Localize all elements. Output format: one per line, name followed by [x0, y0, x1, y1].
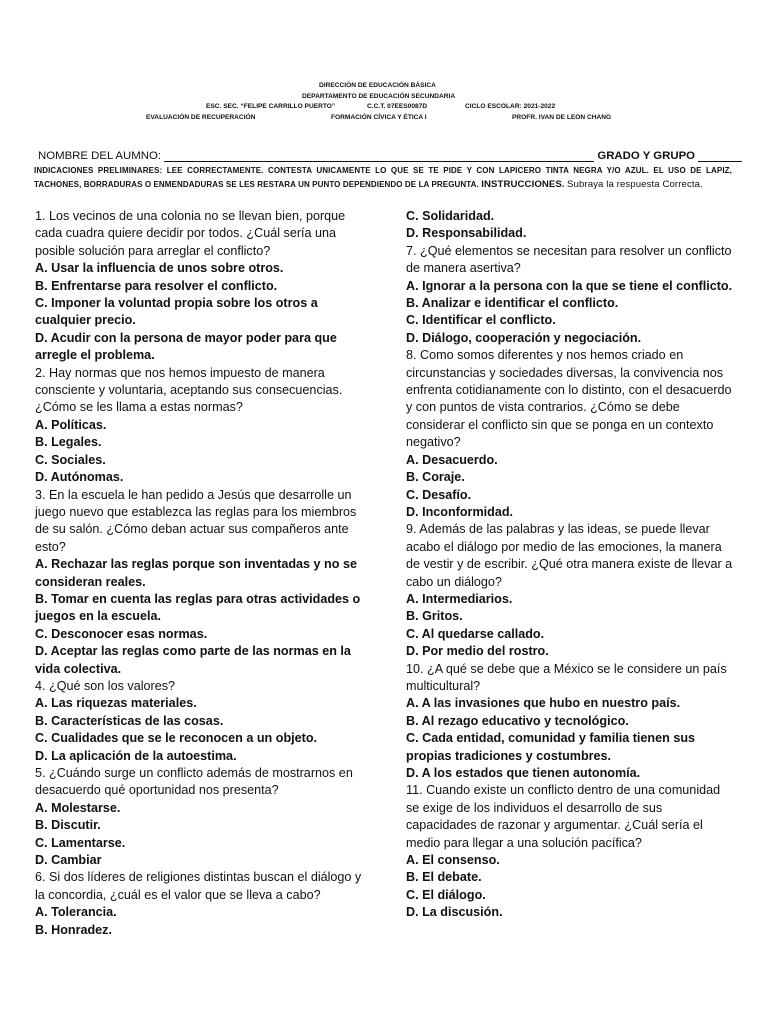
question-text: 7. ¿Qué elementos se necesitan para resolver un conflicto de manera asertiva?: [406, 243, 732, 276]
answer-option[interactable]: C. Desconocer esas normas.: [35, 626, 208, 641]
student-name-label: NOMBRE DEL AUMNO:: [38, 150, 161, 162]
answer-option[interactable]: B. Coraje.: [406, 470, 465, 485]
indications-text: INDICACIONES PRELIMINARES: LEE CORRECTAMENTE. CONTESTA UNICAMENTE LO QUE SE TE PIDE Y CON LAPICERO TINTA NEGRA Y/O AZUL. EL USO DE LAPIZ, TACHONES, BORRADURAS O ENMENDADURAS SE LES RESTARA UN PUNTO DEPENDIENDO DE LA PREGUNTA.: [34, 166, 732, 190]
question-text: 6. Si dos líderes de religiones distintas buscan el diálogo y la concordia, ¿cuál es el valor que se lleva a cabo?: [35, 870, 362, 902]
instructions-label: INSTRUCCIONES.: [481, 179, 565, 191]
question-text: 9. Además de las palabras y las ideas, se puede llevar acabo el diálogo por medio de las emociones, la manera de vestir y de escribir. ¿Qué otra manera existe de llevar a cabo un diálogo?: [406, 522, 733, 589]
header-department: DEPARTAMENTO DE EDUCACIÓN SECUNDARIA: [302, 93, 456, 100]
header-cct: C.C.T. 07EES0087D: [367, 103, 428, 110]
answer-option[interactable]: A. Desacuerdo.: [406, 452, 498, 467]
answer-option[interactable]: C. Sociales.: [35, 452, 106, 467]
header-subject: FORMACIÓN CÍVICA Y ÉTICA I: [331, 114, 427, 121]
answer-option[interactable]: A. Intermediarios.: [406, 591, 513, 606]
question-text: 8. Como somos diferentes y nos hemos criado en circunstancias y sociedades diversas, la convivencia nos enfrenta cotidianamente con lo distinto, con el desacuerdo y con puntos de vista contrarios. ¿Cómo se debe considerar el conflicto sin que se ponga en un contexto negativo?: [406, 348, 732, 450]
answer-option[interactable]: C. Desafío.: [406, 487, 472, 502]
header-teacher: PROFR. IVAN DE LEON CHANG: [512, 114, 612, 121]
answer-option[interactable]: C. Identificar el conflicto.: [406, 313, 556, 328]
question-text: 3. En la escuela le han pedido a Jesús que desarrolle un juego nuevo que establezca las reglas para los miembros de su salón. ¿Cómo deban actuar sus compañeros ante esto?: [35, 487, 357, 554]
answer-option[interactable]: D. Inconformidad.: [406, 504, 514, 519]
answer-option[interactable]: D. A los estados que tienen autonomía.: [406, 766, 641, 780]
question-text: 4. ¿Qué son los valores?: [35, 678, 176, 693]
answer-option[interactable]: D. Responsabilidad.: [406, 226, 527, 241]
answer-option[interactable]: B. Al rezago educativo y tecnológico.: [406, 713, 629, 728]
answer-option[interactable]: B. El debate.: [406, 870, 482, 885]
answer-option[interactable]: B. Analizar e identificar el conflicto.: [406, 296, 619, 311]
question-text: 5. ¿Cuándo surge un conflicto además de mostrarnos en desacuerdo qué oportunidad nos presenta?: [35, 766, 353, 798]
answer-option[interactable]: B. Características de las cosas.: [35, 713, 224, 728]
answer-option[interactable]: D. La aplicación de la autoestima.: [35, 748, 237, 763]
preliminary-indications: [34, 164, 732, 193]
question-text: 10. ¿A qué se debe que a México se le considere un país multicultural?: [406, 661, 727, 693]
answer-option[interactable]: D. Aceptar las reglas como parte de las normas en la vida colectiva.: [35, 644, 351, 676]
answer-option[interactable]: D. Diálogo, cooperación y negociación.: [406, 330, 642, 345]
answer-option[interactable]: D. La discusión.: [406, 905, 503, 920]
question-text: 11. Cuando existe un conflicto dentro de una comunidad se exige de los individuos el desarrollo de sus capacidades de razonar y argumentar. ¿Cuál sería el medio para llegar a una solución pacífica?: [406, 783, 721, 850]
answer-option[interactable]: C. Cada entidad, comunidad y familia tienen sus propias tradiciones y costumbres.: [406, 731, 696, 763]
answer-option[interactable]: A. Molestarse.: [35, 800, 121, 815]
questions-right-column: [406, 208, 736, 922]
grade-group-label: GRADO Y GRUPO: [597, 150, 696, 162]
grade-group-field[interactable]: [698, 151, 742, 162]
answer-option[interactable]: B. Gritos.: [406, 609, 463, 624]
answer-option[interactable]: B. Honradez.: [35, 922, 112, 937]
answer-option[interactable]: A. Usar la influencia de unos sobre otros.: [35, 261, 284, 276]
question-text: 1. Los vecinos de una colonia no se llevan bien, porque cada cuadra quiere decidir por todos. ¿Cuál sería una posible solución para arreglar el conflicto?: [35, 209, 346, 258]
answer-option[interactable]: A. A las invasiones que hubo en nuestro país.: [406, 696, 681, 711]
answer-option[interactable]: B. Enfrentarse para resolver el conflicto.: [35, 278, 278, 293]
header-cycle: CICLO ESCOLAR: 2021-2022: [465, 103, 556, 110]
student-info-line: [38, 150, 732, 162]
questions-left-column: [35, 208, 365, 939]
answer-option[interactable]: B. Tomar en cuenta las reglas para otras actividades o juegos en la escuela.: [35, 591, 361, 624]
answer-option[interactable]: C. El diálogo.: [406, 887, 486, 902]
answer-option[interactable]: D. Por medio del rostro.: [406, 644, 549, 659]
answer-option[interactable]: B. Discutir.: [35, 818, 101, 833]
answer-option[interactable]: C. Cualidades que se le reconocen a un objeto.: [35, 731, 318, 746]
answer-option[interactable]: D. Cambiar: [35, 853, 102, 868]
answer-option[interactable]: A. Políticas.: [35, 417, 107, 432]
answer-option[interactable]: B. Legales.: [35, 435, 102, 450]
answer-option[interactable]: C. Solidaridad.: [406, 209, 495, 223]
header-school: ESC. SEC. “FELIPE CARRILLO PUERTO”: [206, 103, 336, 110]
question-text: 2. Hay normas que nos hemos impuesto de manera consciente y voluntaria, aceptando sus consecuencias. ¿Cómo se les llama a estas normas?: [35, 365, 343, 415]
answer-option[interactable]: A. Ignorar a la persona con la que se tiene el conflicto.: [406, 278, 733, 293]
answer-option[interactable]: A. Tolerancia.: [35, 905, 117, 920]
answer-option[interactable]: A. Las riquezas materiales.: [35, 696, 197, 711]
answer-option[interactable]: A. Rechazar las reglas porque son inventadas y no se consideran reales.: [35, 557, 357, 589]
header-direction: DIRECCIÓN DE EDUCACIÓN BÁSICA: [319, 82, 436, 89]
answer-option[interactable]: D. Autónomas.: [35, 470, 124, 485]
answer-option[interactable]: C. Imponer la voluntad propia sobre los otros a cualquier precio.: [35, 296, 318, 328]
header-evaluation: EVALUACIÓN DE RECUPERACIÓN: [146, 114, 256, 121]
answer-option[interactable]: A. El consenso.: [406, 853, 500, 868]
answer-option[interactable]: C. Al quedarse callado.: [406, 626, 545, 641]
student-name-field[interactable]: [164, 151, 594, 162]
instructions-text: Subraya la respuesta Correcta.: [567, 179, 703, 191]
answer-option[interactable]: C. Lamentarse.: [35, 835, 126, 850]
answer-option[interactable]: D. Acudir con la persona de mayor poder para que arregle el problema.: [35, 330, 337, 363]
